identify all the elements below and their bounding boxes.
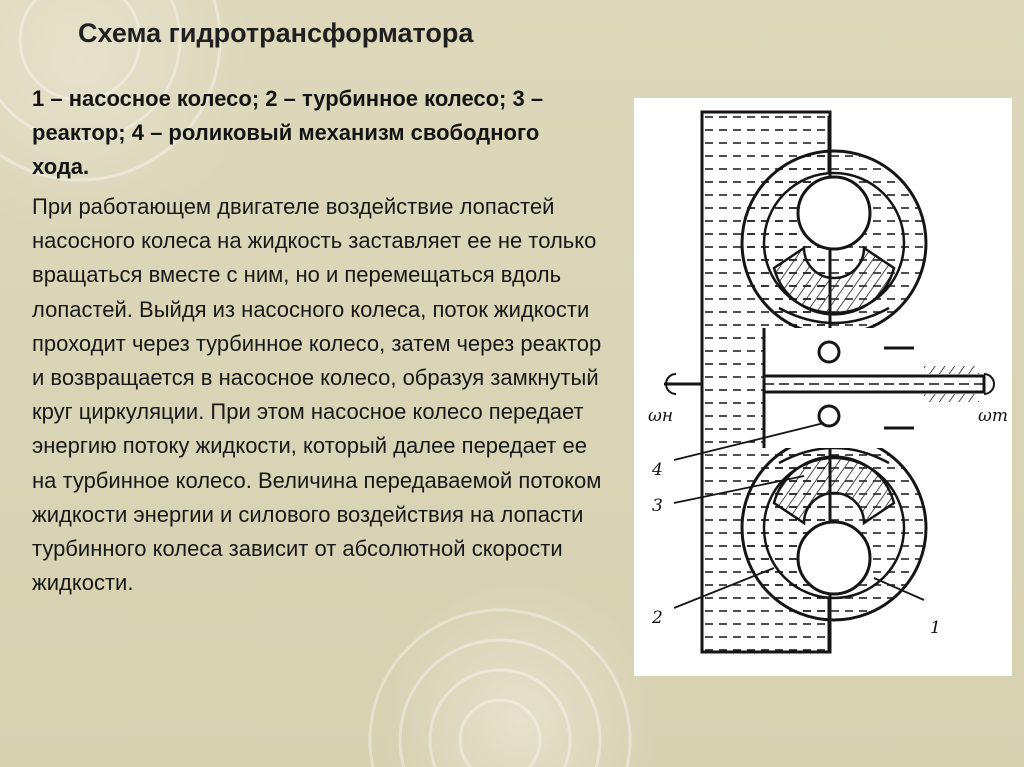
figure-caption: 1 – насосное колесо; 2 – турбинное колесо; 3 – реактор; 4 – роликовый механизм свободного хода. bbox=[32, 86, 544, 179]
label-omega-t: ωт bbox=[978, 406, 1008, 426]
torque-converter-diagram bbox=[634, 98, 1012, 676]
body-paragraph: При работающем двигателе воздействие лопастей насосного колеса на жидкость заставляет ее не только вращаться вместе с ним, но и перемещаться вдоль лопастей. Выйдя из насосного колеса, поток жидкости проходит через турбинное колесо, затем через реактор и возвращается в насосное колесо, образуя замкнутый круг циркуляции. При этом насосное колесо передает энергию потоку жидкости, который далее передает ее на турбинное колесо. Величина передаваемой потоком жидкости энергии и силового воздействия на лопасти турбинного колеса зависит от абсолютной скорости жидкости. bbox=[32, 194, 602, 596]
label-3: 3 bbox=[652, 496, 663, 516]
label-4: 4 bbox=[652, 460, 663, 480]
label-omega-h: ωн bbox=[648, 406, 674, 426]
diagram-drawing bbox=[634, 98, 1012, 676]
label-1: 1 bbox=[930, 618, 941, 638]
label-2: 2 bbox=[652, 608, 663, 628]
slide-title: Схема гидротрансформатора bbox=[78, 18, 474, 48]
